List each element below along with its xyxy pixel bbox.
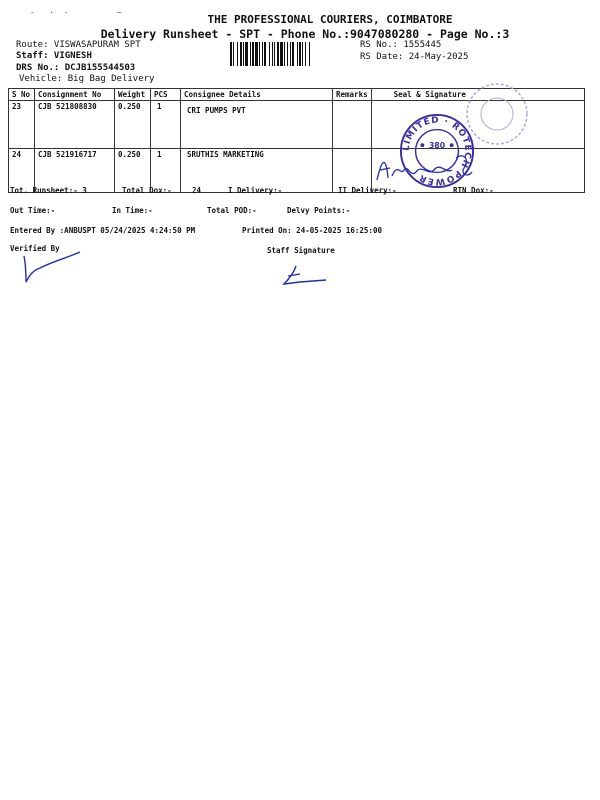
receiver-signature-icon [372,148,482,188]
runsheet-title: Delivery Runsheet - SPT - Phone No.:9047080280 - Page No.:3 [100,27,510,41]
col-consignee: Consignee Details [181,89,333,101]
table-row [9,149,585,193]
printed-on: Printed On: 24-05-2025 16:25:00 [242,226,382,235]
cell-weight: 0.250 [115,101,151,149]
total-dox-label: Total Dox:- [122,186,172,195]
cell-consignment: CJB 521916717 [35,149,115,193]
cell-pcs: 1 [151,101,181,149]
out-time: Out Time:- [10,206,56,215]
cell-weight: 0.250 [115,149,151,193]
col-weight: Weight [115,89,151,101]
route-label: Route: VISWASAPURAM SPT [16,40,141,50]
total-dox-value: 24 [192,186,202,195]
scan-specks: - · - ~ [30,8,122,17]
cell-remarks [333,101,372,149]
cell-consignee: CRI PUMPS PVT [181,101,333,149]
company-title: THE PROFESSIONAL COURIERS, COIMBATORE [207,13,453,26]
entered-by: Entered By :ANBUSPT 05/24/2025 4:24:50 PM [10,226,196,235]
col-seal: Seal & Signature [371,89,584,101]
col-sno: S No [9,89,35,101]
staff-signature-icon [280,262,330,288]
vehicle-label: Vehicle: Big Bag Delivery [19,74,155,84]
staff-label: Staff: VIGNESH [16,51,92,61]
col-consignment: Consignment No [35,89,115,101]
cell-consignment: CJB 521808830 [35,101,115,149]
delivery-points: Delvy Points:- [287,206,351,215]
verifier-signature-icon [18,248,84,286]
verified-by-label: Verified By [10,244,60,253]
cell-pcs: 1 [151,149,181,193]
rs-number: RS No.: 1555445 [360,40,442,50]
stamp-ring-text: LIMITED · ROTECH POWER [401,115,473,187]
col-remarks: Remarks [333,89,372,101]
ii-delivery: II Delivery:- [338,186,397,195]
rtn-dox: RTN Dox:- [453,186,494,195]
faint-stamp-icon [455,76,535,146]
total-pod: Total POD:- [207,206,257,215]
cell-sno: 23 [9,101,35,149]
drs-label: DRS No.: DCJB155544503 [16,63,136,73]
in-time: In Time:- [112,206,153,215]
cell-sno: 24 [9,149,35,193]
col-pcs: PCS [151,89,181,101]
barcode-bar [310,42,311,66]
i-delivery: I Delivery:- [228,186,283,195]
cell-consignee: SRUTHIS MARKETING [181,149,333,193]
staff-signature-label: Staff Signature [267,246,335,255]
total-runsheet: Tot. Runsheet:- 3 [10,186,87,195]
stamp-inner-text: 380 [428,141,446,151]
barcode [230,42,351,66]
rs-date: RS Date: 24-May-2025 [360,52,469,62]
